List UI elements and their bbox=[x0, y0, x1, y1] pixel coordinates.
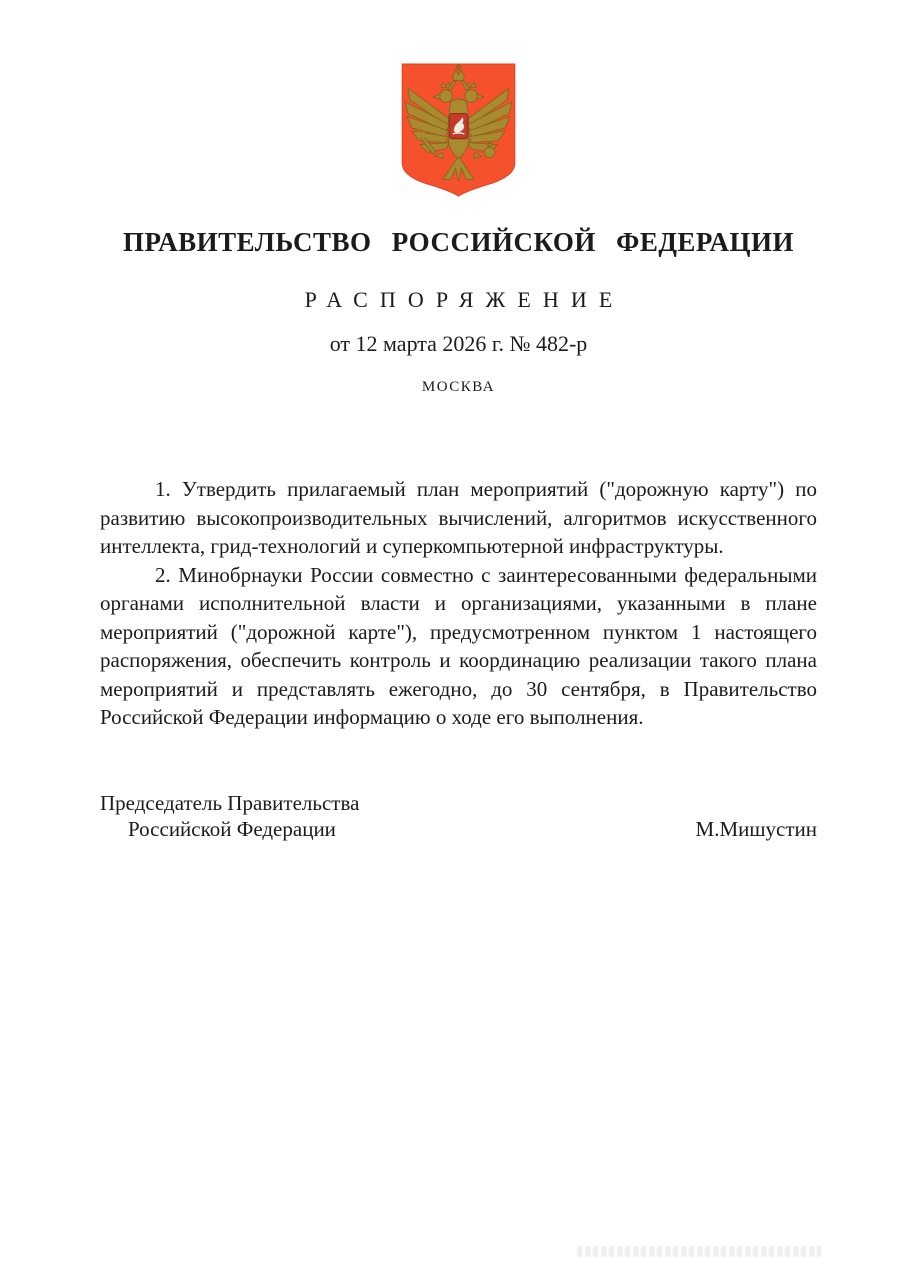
paragraph-1: 1. Утвердить прилагаемый план мероприятий ("дорожную карту") по развитию высокопроизводительных вычислений, алгоритмов искусственного интеллекта, грид-технологий и суперкомпьютерной инфраструктуры. bbox=[100, 477, 817, 559]
signer-name: М.Мишустин bbox=[695, 816, 817, 841]
signer-title-line2: Российской Федерации bbox=[128, 816, 336, 841]
document-type-heading: РАСПОРЯЖЕНИЕ bbox=[304, 287, 625, 313]
coat-of-arms-svg bbox=[400, 63, 517, 197]
city-label: МОСКВА bbox=[421, 379, 496, 396]
issuing-authority-title: ПРАВИТЕЛЬСТВО РОССИЙСКОЙ ФЕДЕРАЦИИ bbox=[123, 227, 794, 257]
coat-of-arms-russia-icon bbox=[400, 0, 517, 197]
paragraph-2: 2. Минобрнауки России совместно с заинтересованными федеральными органами исполнительной власти и организациями, указанными в плане мероприятий ("дорожной карте"), предусмотренном пунктом 1 настоящего распоряжения, обеспечить контроль и координацию реализации такого плана мероприятий и представлять ежегодно, до 30 сентября, в Правительство Российской Федерации информацию о ходе его выполнения. bbox=[100, 562, 817, 730]
signer-title bbox=[100, 790, 359, 842]
signature-block bbox=[100, 790, 817, 842]
signer-title-line1: Председатель Правительства bbox=[100, 790, 360, 815]
document-body bbox=[100, 475, 817, 732]
faint-watermark bbox=[577, 1246, 821, 1257]
date-and-number-line: от 12 марта 2026 г. № 482-р bbox=[329, 331, 588, 357]
